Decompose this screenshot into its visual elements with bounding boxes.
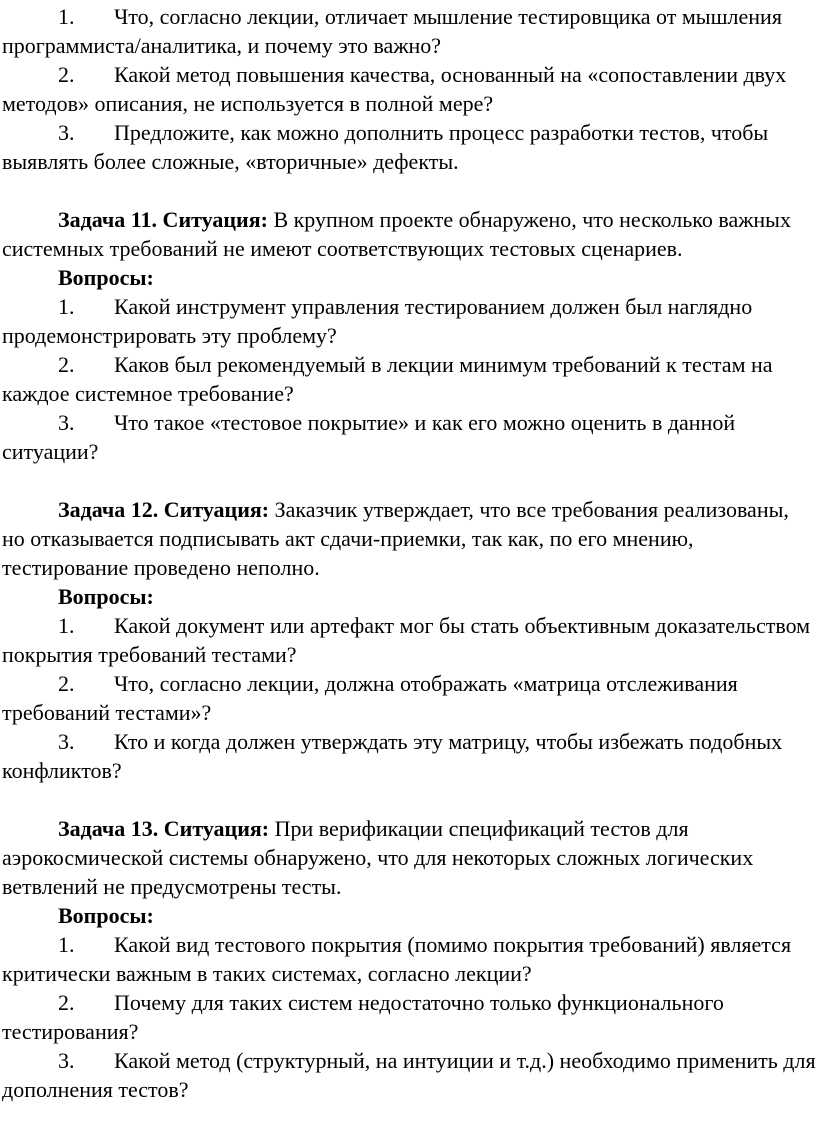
question-item [2,292,816,350]
question-item [2,408,816,466]
question-number: 2. [58,671,75,696]
situation-text: В крупном проекте обнаружено, что несколько важных системных требований не имеют соответствующих тестовых сценариев. [2,207,791,261]
question-item [2,727,816,785]
question-number: 3. [58,729,75,754]
task-situation [2,814,816,901]
task-situation [2,495,816,582]
situation-text: Заказчик утверждает, что все требования реализованы, но отказывается подписывать акт сдачи-приемки, так как, по его мнению, тестирование проведено неполно. [2,497,789,580]
question-text: Каков был рекомендуемый в лекции минимум требований к тестам на каждое системное требование? [2,352,773,406]
question-number: 1. [58,4,75,29]
situation-text: При верификации спецификаций тестов для аэрокосмической системы обнаружено, что для некоторых сложных логических ветвлений не предусмотрены тесты. [2,816,754,899]
question-text: Какой метод (структурный, на интуиции и т.д.) необходимо применить для дополнения тестов? [2,1048,816,1102]
question-text: Какой метод повышения качества, основанный на «сопоставлении двух методов» описания, не используется в полной мере? [2,62,787,116]
questions-heading [2,263,816,292]
question-item [2,988,816,1046]
question-text: Что такое «тестовое покрытие» и как его можно оценить в данной ситуации? [2,410,736,464]
question-number: 1. [58,932,75,957]
spacer [2,176,816,205]
question-number: 2. [58,990,75,1015]
question-text: Почему для таких систем недостаточно только функционального тестирования? [2,990,724,1044]
question-number: 3. [58,120,75,145]
task-title: Задача 11. Ситуация: [58,207,268,232]
spacer [2,466,816,495]
question-number: 2. [58,352,75,377]
question-number: 1. [58,613,75,638]
spacer [2,785,816,814]
questions-label: Вопросы: [58,584,154,609]
questions-heading [2,582,816,611]
question-text: Что, согласно лекции, отличает мышление тестировщика от мышления программиста/аналитика, и почему это важно? [2,4,782,58]
question-text: Кто и когда должен утверждать эту матрицу, чтобы избежать подобных конфликтов? [2,729,783,783]
question-item [2,350,816,408]
question-item [2,1046,816,1104]
questions-label: Вопросы: [58,265,154,290]
task-title: Задача 12. Ситуация: [58,497,270,522]
question-text: Какой вид тестового покрытия (помимо покрытия требований) является критически важным в таких системах, согласно лекции? [2,932,792,986]
question-item [2,669,816,727]
question-number: 3. [58,1048,75,1073]
questions-heading [2,901,816,930]
task-situation [2,205,816,263]
question-text: Какой инструмент управления тестированием должен был наглядно продемонстрировать эту проблему? [2,294,753,348]
question-text: Предложите, как можно дополнить процесс разработки тестов, чтобы выявлять более сложные, «вторичные» дефекты. [2,120,769,174]
question-item [2,60,816,118]
question-item [2,118,816,176]
question-text: Что, согласно лекции, должна отображать «матрица отслеживания требований тестами»? [2,671,738,725]
question-item [2,2,816,60]
question-number: 1. [58,294,75,319]
question-item [2,611,816,669]
task-title: Задача 13. Ситуация: [58,816,270,841]
question-item [2,930,816,988]
question-number: 2. [58,62,75,87]
question-text: Какой документ или артефакт мог бы стать объективным доказательством покрытия требований тестами? [2,613,811,667]
question-number: 3. [58,410,75,435]
questions-label: Вопросы: [58,903,154,928]
